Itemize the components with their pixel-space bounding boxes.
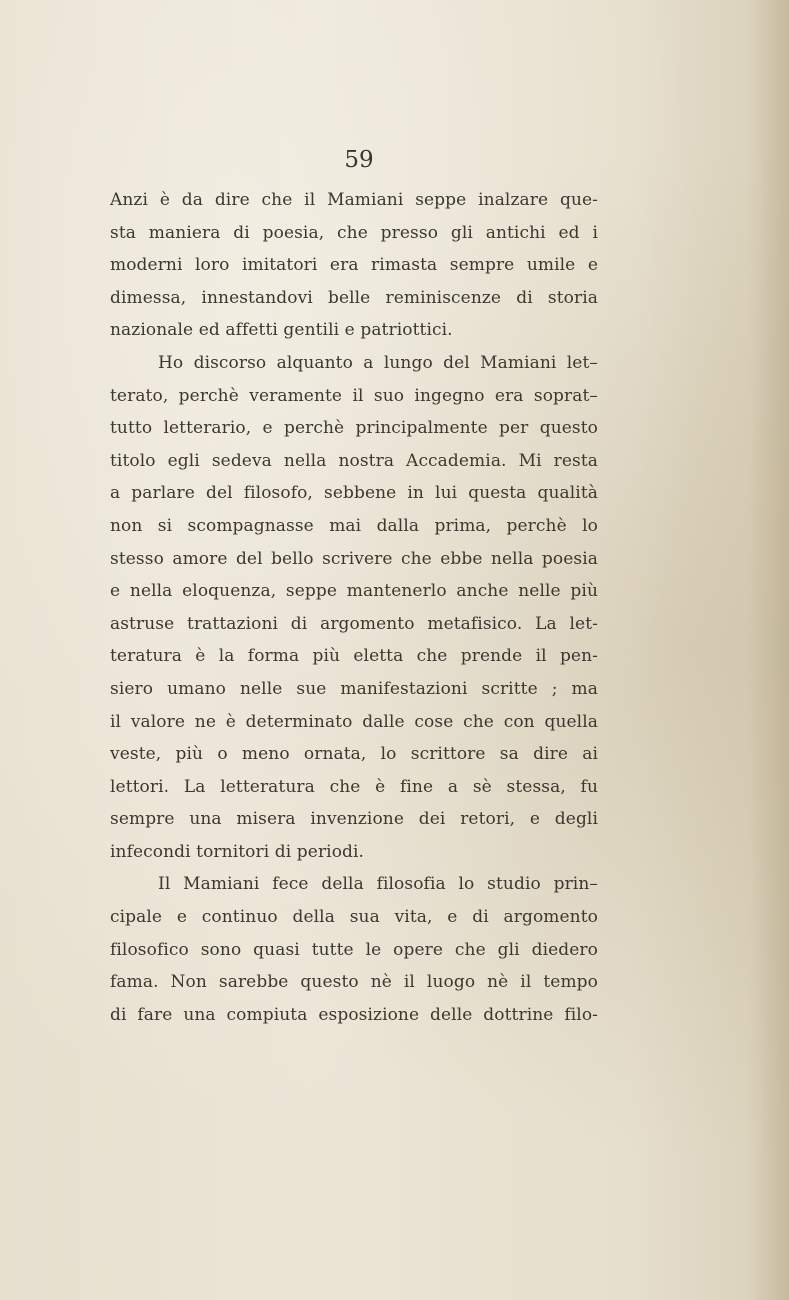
text-line: non si scompagnasse mai dalla prima, perchè lo: [110, 515, 598, 536]
text-line: siero umano nelle sue manifestazioni scritte ; ma: [110, 678, 598, 699]
text-line: teratura è la forma più eletta che prende il pen-: [110, 646, 598, 667]
text-line: sempre una misera invenzione dei retori, e degli: [110, 809, 598, 830]
text-line: di fare una compiuta esposizione delle dottrine filo-: [110, 1004, 598, 1025]
text-line: tutto letterario, e perchè principalmente per questo: [110, 418, 598, 439]
text-line: moderni loro imitatori era rimasta sempre umile e: [110, 255, 598, 276]
text-line: Il Mamiani fece della filosofia lo studio prin–: [158, 874, 598, 895]
text-line: nazionale ed affetti gentili e patriottici.: [110, 320, 453, 341]
text-line: a parlare del filosofo, sebbene in lui questa qualità: [110, 483, 598, 504]
text-line: infecondi tornitori di periodi.: [110, 841, 365, 862]
text-line: astruse trattazioni di argomento metafisico. La let-: [110, 613, 598, 634]
text-line: lettori. La letteratura che è fine a sè stessa, fu: [110, 776, 598, 797]
text-line: e nella eloquenza, seppe mantenerlo anche nelle più: [110, 581, 598, 602]
text-line: fama. Non sarebbe questo nè il luogo nè il tempo: [110, 972, 598, 993]
text-line: il valore ne è determinato dalle cose che con quella: [110, 711, 598, 732]
text-line: titolo egli sedeva nella nostra Accademia. Mi resta: [110, 450, 598, 471]
text-line: filosofico sono quasi tutte le opere che gli diedero: [110, 939, 598, 960]
page-number: 59: [344, 147, 374, 173]
text-line: terato, perchè veramente il suo ingegno era soprat–: [110, 385, 598, 406]
text-line: Anzi è da dire che il Mamiani seppe inalzare que-: [110, 190, 598, 210]
text-line: Ho discorso alquanto a lungo del Mamiani let–: [158, 352, 598, 373]
text-line: dimessa, innestandovi belle reminiscenze di storia: [110, 287, 598, 308]
text-line: veste, più o meno ornata, lo scrittore sa dire ai: [110, 744, 598, 765]
text-line: sta maniera di poesia, che presso gli antichi ed i: [110, 222, 598, 243]
body-text: [110, 184, 598, 1031]
text-line: stesso amore del bello scrivere che ebbe nella poesia: [110, 548, 598, 569]
text-line: cipale e continuo della sua vita, e di argomento: [110, 907, 598, 928]
